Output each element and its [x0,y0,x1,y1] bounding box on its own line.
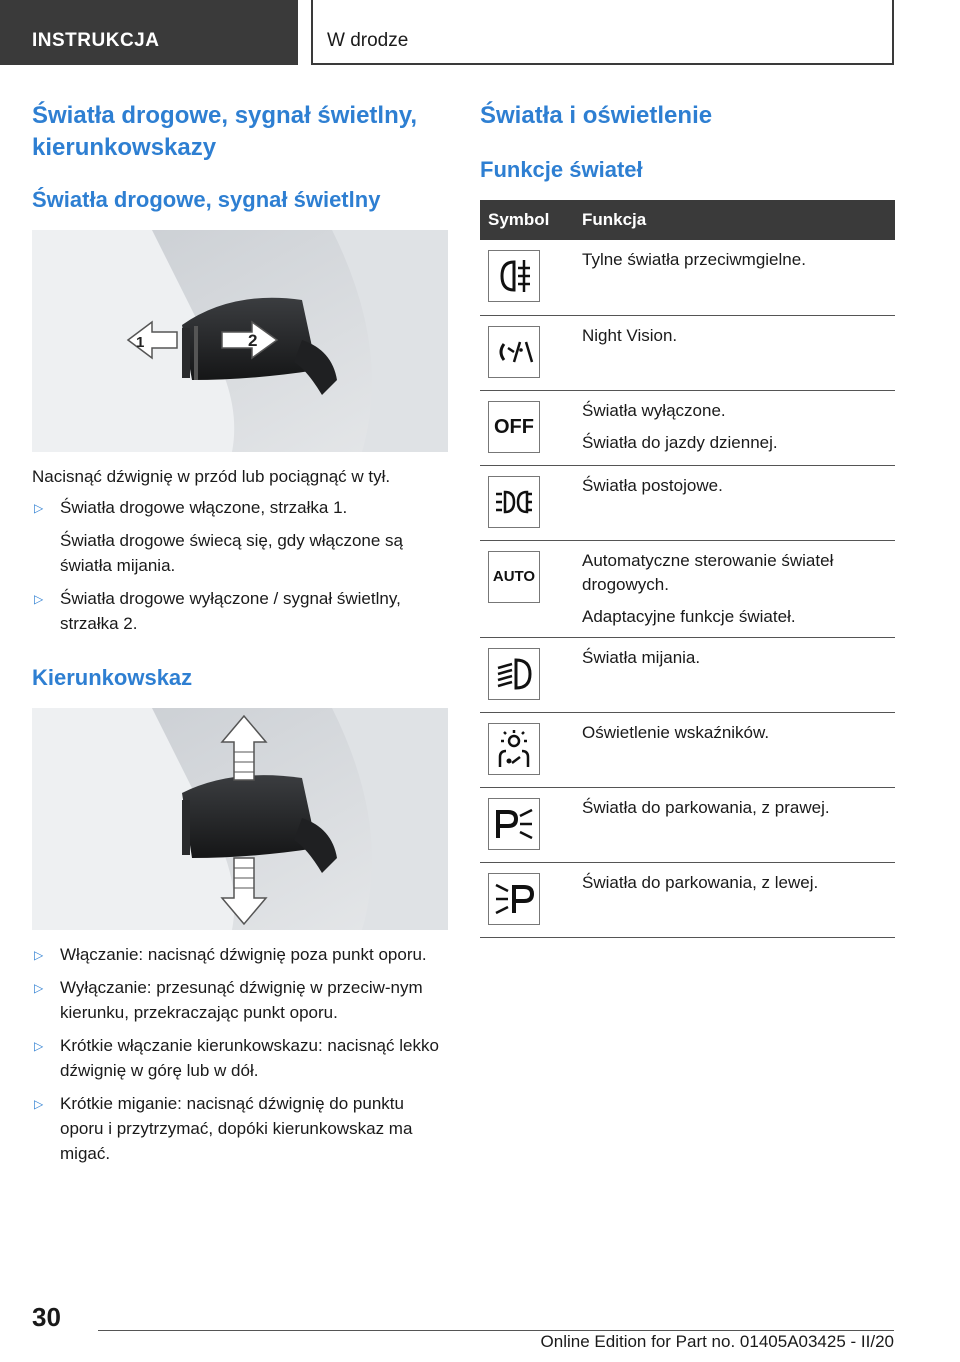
bullet-short-signal [32,1033,448,1083]
table-row [480,787,895,862]
turn-signal-lever-image [32,708,448,930]
bullet-text: Włączanie: nacisnąć dźwignię poza punkt oporu. [60,945,427,964]
triangle-bullet-icon: ▷ [34,948,44,962]
table-row [480,712,895,787]
function-text: Automatyczne sterowanie świateł drogowych. [582,550,834,594]
instrument-lighting-icon [488,723,540,775]
arrow-label-2: 2 [248,331,258,350]
parking-light-left-icon [488,873,540,925]
lever-illustration-1 [32,230,448,452]
page-number: 30 [32,1302,61,1332]
off-icon-text: OFF [494,415,534,438]
function-text: Światła mijania. [582,647,701,667]
bullet-extra-text: Światła drogowe świecą się, gdy włączone są światła mijania. [60,531,404,575]
triangle-bullet-icon: ▷ [34,592,44,606]
header-function: Funkcja [574,200,895,240]
bullet-turn-on [32,942,448,967]
intro-text: Nacisnąć dźwignię w przód lub pociągnąć w tył. [32,467,391,486]
triangle-bullet-icon: ▷ [34,1039,44,1053]
light-functions-table [480,200,895,938]
function-text: Światła do jazdy dziennej. [582,432,778,452]
footer-divider [98,1330,894,1331]
function-text: Światła do parkowania, z prawej. [582,797,830,817]
header-chapter-tab: W drodze [311,0,894,65]
bullet-high-beam-off [32,586,448,636]
right-title: Światła i oświetlenie [480,102,713,129]
left-column [32,100,448,1166]
function-text: Adaptacyjne funkcje świateł. [582,606,796,626]
off-icon [488,401,540,453]
triangle-bullet-icon: ▷ [34,1097,44,1111]
table-row [480,862,895,937]
bullet-high-beam-on [32,495,448,520]
function-text: Światła wyłączone. [582,400,726,420]
low-beam-icon [488,648,540,700]
footer-edition: Online Edition for Part no. 01405A03425 - II/20 [540,1332,894,1351]
triangle-bullet-icon: ▷ [34,981,44,995]
function-text: Światła do parkowania, z lewej. [582,872,819,892]
bullet-text: Światła drogowe wyłączone / sygnał świetlny, strzałka 2. [60,589,401,633]
function-text: Night Vision. [582,325,678,345]
parking-light-right-icon [488,798,540,850]
bullet-turn-off [32,975,448,1025]
function-text: Oświetlenie wskaźników. [582,722,770,742]
lever-illustration-2 [32,708,448,930]
bullet-text: Wyłączanie: przesunąć dźwignię w przeciw-nym kierunku, przekraczając punkt oporu. [60,978,423,1022]
table-row [480,390,895,465]
left-title: Światła drogowe, sygnał świetlny, kierunkowskazy [32,102,417,161]
subheading-high-beam: Światła drogowe, sygnał świetlny [32,187,381,212]
triangle-bullet-icon: ▷ [34,501,44,515]
bullet-text: Światła drogowe włączone, strzałka 1. [60,498,348,517]
auto-icon-text: AUTO [492,567,536,585]
table-row [480,540,895,637]
header-section-tab: INSTRUKCJA [0,0,298,65]
arrow-label-1: 1 [136,334,145,351]
subheading-light-functions: Funkcje świateł [480,157,643,182]
bullet-text: Krótkie włączanie kierunkowskazu: nacisnąć lekko dźwignię w górę lub w dół. [60,1036,439,1080]
table-row [480,315,895,390]
subheading-turn-signal: Kierunkowskaz [32,665,193,690]
parking-lights-icon [488,476,540,528]
table-row [480,637,895,712]
night-vision-icon [488,326,540,378]
auto-icon [488,551,540,603]
bullet-short-blink [32,1091,448,1166]
right-column [480,100,895,938]
rear-fog-light-icon [488,250,540,302]
bullet-text: Krótkie miganie: nacisnąć dźwignię do punktu oporu i przytrzymać, dopóki kierunkowskaz ma migać. [60,1094,413,1163]
header-symbol: Symbol [480,200,574,240]
table-header-row [480,200,895,240]
high-beam-lever-image [32,230,448,452]
function-text: Tylne światła przeciwmgielne. [582,250,806,269]
table-row [480,240,895,315]
table-row [480,465,895,540]
function-text: Światła postojowe. [582,475,723,495]
